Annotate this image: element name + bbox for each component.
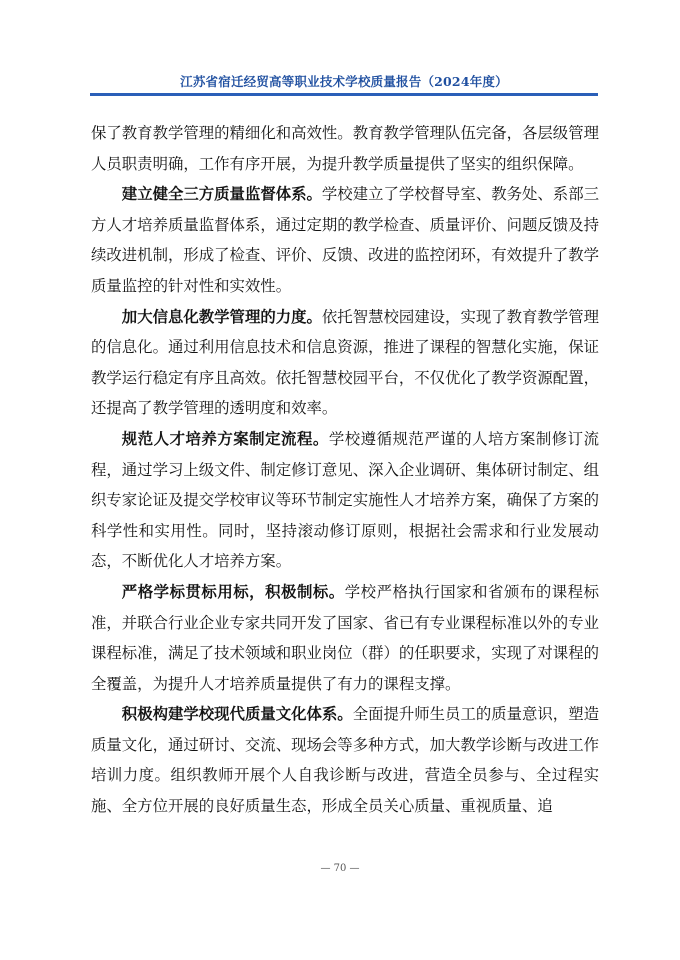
paragraph-training-plan <box>91 424 599 577</box>
paragraph-quality-culture <box>91 699 599 821</box>
paragraph-text: 保了教育教学管理的精细化和高效性。教育教学管理队伍完备，各层级管理人员职责明确，工作有序开展，为提升教学质量提供了坚实的组织保障。 <box>91 124 599 173</box>
paragraph-text: 学校建立了学校督导室、教务处、系部三方人才培养质量监督体系，通过定期的教学检查、质量评价、问题反馈及持续改进机制，形成了检查、评价、反馈、改进的监控闭环，有效提升了教学质量监控的针对性和实效性。 <box>91 185 599 295</box>
paragraph-heading: 积极构建学校现代质量文化体系。 <box>121 705 353 724</box>
page-number: — 70 — <box>320 863 360 874</box>
header-divider <box>90 93 598 96</box>
report-header-title: 江苏省宿迁经贸高等职业技术学校质量报告（2024年度） <box>180 74 508 89</box>
paragraph-text: 依托智慧校园建设，实现了教育教学管理的信息化。通过利用信息技术和信息资源，推进了课程的智慧化实施，保证教学运行稳定有序且高效。依托智慧校园平台，不仅优化了教学资源配置，还提高了教学管理的透明度和效率。 <box>91 307 599 418</box>
paragraph-heading: 加大信息化教学管理的力度。 <box>121 307 322 326</box>
paragraph-heading: 严格学标贯标用标，积极制标。 <box>121 582 345 601</box>
paragraph-text: 学校严格执行国家和省颁布的课程标准，并联合行业企业专家共同开发了国家、省已有专业课程标准以外的专业课程标准，满足了技术领域和职业岗位（群）的任职要求，实现了对课程的全覆盖，为提升人才培养质量提供了有力的课程支撑。 <box>91 582 599 693</box>
paragraph-curriculum-standards <box>91 577 599 699</box>
paragraph-heading: 规范人才培养方案制定流程。 <box>121 429 329 448</box>
paragraph-text: 全面提升师生员工的质量意识，塑造质量文化，通过研讨、交流、现场会等多种方式，加大教学诊断与改进工作培训力度。组织教师开展个人自我诊断与改进，营造全员参与、全过程实施、全方位开展的良好质量生态，形成全员关心质量、重视质量、追 <box>91 705 599 816</box>
paragraph-text: 学校遵循规范严谨的人培方案制修订流程，通过学习上级文件、制定修订意见、深入企业调研、集体研讨制定、组织专家论证及提交学校审议等环节制定实施性人才培养方案，确保了方案的科学性和实用性。同时，坚持滚动修订原则，根据社会需求和行业发展动态，不断优化人才培养方案。 <box>91 429 599 571</box>
paragraph-quality-supervision <box>91 179 599 301</box>
paragraph-informatization <box>91 302 599 424</box>
paragraph-continuation <box>91 118 599 179</box>
report-body <box>91 118 599 822</box>
paragraph-heading: 建立健全三方质量监督体系。 <box>121 185 322 204</box>
